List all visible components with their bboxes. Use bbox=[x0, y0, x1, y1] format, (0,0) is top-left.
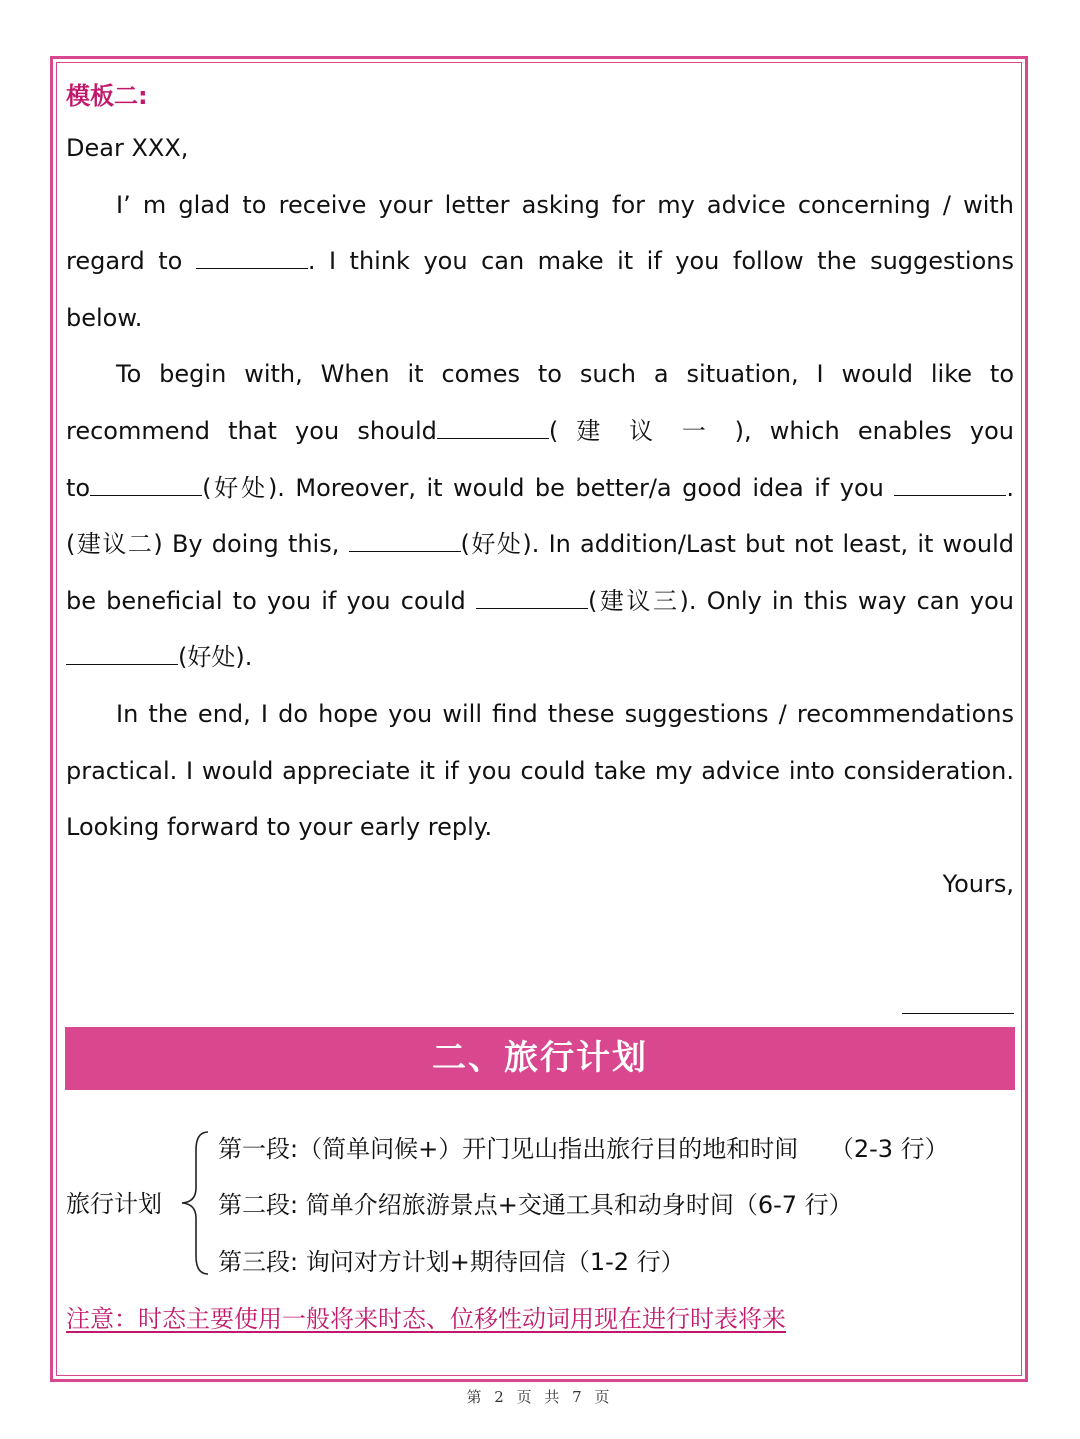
plan-item-1: 第一段:（简单问候+）开门见山指出旅行目的地和时间 （2-3 行） bbox=[218, 1135, 949, 1163]
text: be beneficial to you if you could bbox=[66, 586, 476, 615]
blank-line bbox=[476, 588, 588, 609]
curly-brace-icon bbox=[176, 1128, 216, 1278]
paragraph-2-line-5 bbox=[66, 573, 1014, 630]
note-text: 注意：时态主要使用一般将来时态、位移性动词用现在进行时表将来 bbox=[66, 1305, 786, 1333]
text: recommend that you should bbox=[66, 416, 437, 445]
blank-line bbox=[349, 531, 461, 552]
text: (建议二) By doing this, bbox=[66, 530, 349, 559]
paragraph-2-line-4 bbox=[66, 516, 1014, 573]
paragraph-2-line-3 bbox=[66, 460, 1014, 517]
text: (好处). In addition/Last but not least, it would bbox=[460, 530, 1014, 559]
letter-template bbox=[66, 72, 1014, 912]
paragraph-1-line-2 bbox=[66, 233, 1014, 290]
text: (建议三). Only in this way can you bbox=[587, 586, 1014, 615]
text: to bbox=[66, 473, 91, 502]
text: regard to bbox=[66, 247, 196, 276]
paragraph-2-line-6 bbox=[66, 629, 1014, 686]
plan-item-3: 第三段: 询问对方计划+期待回信（1-2 行） bbox=[218, 1248, 685, 1276]
text: . I think you can make it if you follow the suggestions bbox=[307, 247, 1014, 276]
paragraph-1-line-3: below. bbox=[66, 303, 143, 332]
blank-line bbox=[894, 475, 1006, 496]
paragraph-1-line-1: I’ m glad to receive your letter asking for my advice concerning / with bbox=[116, 190, 1014, 219]
blank-line bbox=[196, 248, 308, 269]
signature-blank-line bbox=[902, 1013, 1014, 1014]
paragraph-2-line-1: To begin with, When it comes to such a situation, I would like to bbox=[116, 360, 1014, 389]
paragraph-3-line-1: In the end, I do hope you will find these suggestions / recommendations bbox=[116, 699, 1014, 728]
section-banner: 二、旅行计划 bbox=[65, 1027, 1015, 1090]
blank-line bbox=[437, 418, 549, 439]
plan-item-2: 第二段: 简单介绍旅游景点+交通工具和动身时间（6-7 行） bbox=[218, 1191, 853, 1219]
paragraph-2-line-2 bbox=[66, 403, 1014, 460]
blank-line bbox=[66, 644, 178, 665]
template-heading: 模板二: bbox=[66, 82, 148, 110]
text: ( 建 议 一 ), which enables you bbox=[548, 416, 1014, 445]
paragraph-3-line-3: Looking forward to your early reply. bbox=[66, 813, 493, 842]
paragraph-3-line-2: practical. I would appreciate it if you could take my advice into consideration. bbox=[66, 756, 1014, 785]
greeting: Dear XXX, bbox=[66, 134, 189, 162]
blank-line bbox=[90, 475, 202, 496]
text: (好处). Moreover, it would be better/a good idea if you bbox=[202, 473, 895, 502]
page-footer: 第 2 页 共 7 页 bbox=[466, 1388, 614, 1406]
plan-label: 旅行计划 bbox=[66, 1190, 162, 1218]
closing: Yours, bbox=[942, 869, 1014, 898]
text: . bbox=[1006, 473, 1014, 502]
text: (好处). bbox=[178, 643, 253, 672]
